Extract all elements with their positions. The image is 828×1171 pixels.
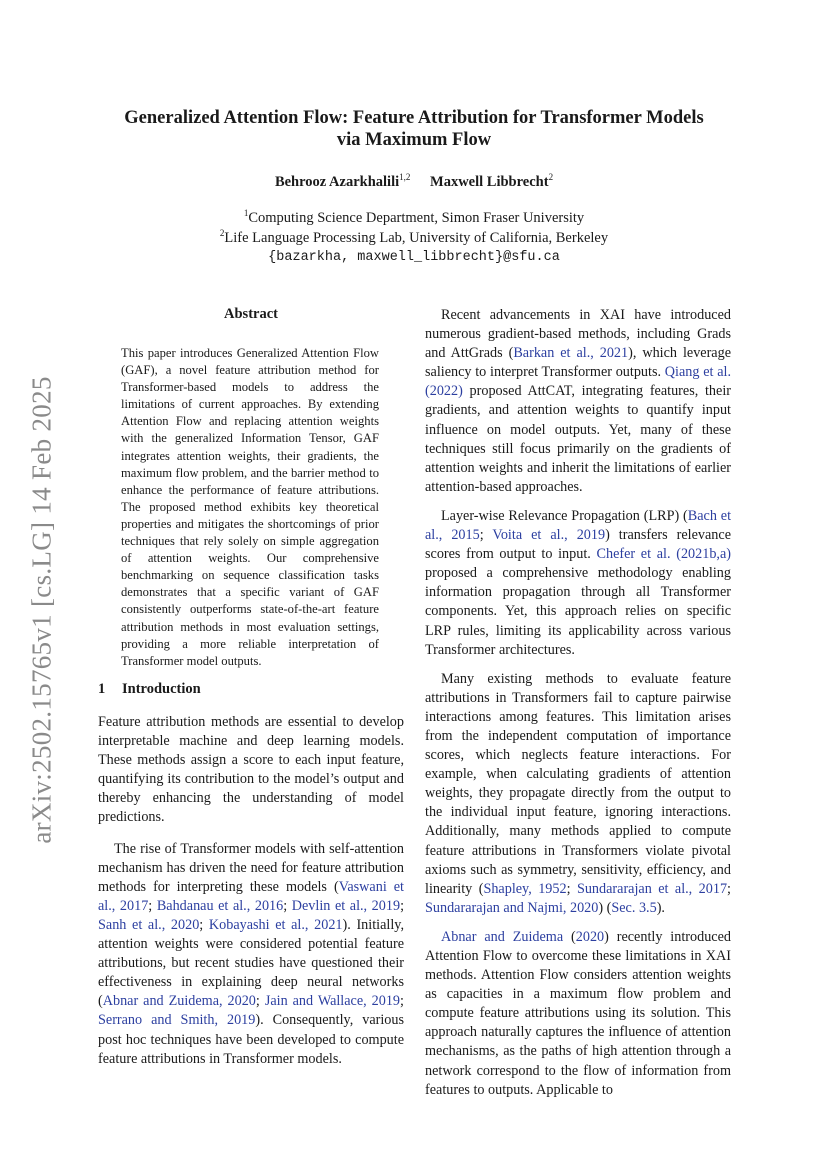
author-email: {bazarkha, maxwell_libbrecht}@sfu.ca (268, 250, 560, 265)
right-paragraph-1: Recent advancements in XAI have introduced numerous gradient-based methods, including Grads and AttGrads (Barkan et al., 2021), which leverage saliency to interpret Transformer outputs. Qiang et al. (2022) proposed AttCAT, integrating features, their gradients, and attention weights to quantify input influence on model outputs. Yet, many of these techniques still focus primarily on the gradients of attention weights and inherit the limitations of earlier attention-based approaches. (425, 307, 731, 495)
citation-link[interactable]: Bach et al., 2015 (425, 507, 732, 544)
section-heading (98, 681, 404, 698)
author-1-name: Behrooz Azarkhalili (274, 174, 400, 190)
right-column-body (425, 306, 731, 1100)
affiliation-2-mark: 2 (219, 228, 225, 239)
author-list (60, 174, 768, 191)
citation-link[interactable]: Chefer et al. (2021b,a) (596, 546, 731, 563)
citation-link[interactable]: 2020 (575, 928, 605, 945)
section-reference-link[interactable]: Sec. 3.5 (611, 899, 657, 916)
right-paragraph-2: Layer-wise Relevance Propagation (LRP) (Bach et al., 2015; Voita et al., 2019) transfers relevance scores from output to input. Chefer et al. (2021b,a) proposed a comprehensive methodology enabling information propagation through all Transformer components. Yet, this approach relies on specific LRP rules, limiting its applicability across various Transformer architectures. (425, 507, 732, 658)
affiliation-1-text: Computing Science Department, Simon Fraser University (248, 210, 585, 226)
section-number: 1 (98, 681, 106, 697)
author-1-affil-mark: 1,2 (399, 172, 411, 183)
right-paragraph-4: Abnar and Zuidema (2020) recently introduced Attention Flow to overcome these limitations in XAI methods. Attention Flow considers attention weights as capacities in a maximum flow problem and compute feature attributions using its solution. This approach naturally captures the influence of attention mechanisms, as the paths of high attention through a network correspond to the flow of information from features to outputs. Applicable to (425, 928, 731, 1098)
citation-link[interactable]: Abnar and Zuidema (441, 928, 564, 945)
citation-link[interactable]: Sundararajan et al., 2017 (576, 880, 728, 897)
intro-paragraph-2: The rise of Transformer models with self-attention mechanism has driven the need for feature attribution methods for interpreting these models (Vaswani et al., 2017; Bahdanau et al., 2016; Devlin et al., 2019; Sanh et al., 2020; Kobayashi et al., 2021). Initially, attention weights were considered potential feature attributions, but recent studies have questioned their effectiveness in explaining deep neural networks (Abnar and Zuidema, 2020; Jain and Wallace, 2019; Serrano and Smith, 2019). Consequently, various post hoc techniques have been developed to compute feature attributions in Transformer models. (98, 840, 405, 1067)
author-2-name: Maxwell Libbrecht (430, 174, 549, 190)
citation-link[interactable]: Shapley, 1952 (483, 880, 567, 897)
citation-link[interactable]: Sundararajan and Najmi, 2020 (425, 899, 599, 916)
citation-link[interactable]: Sanh et al., 2020 (98, 916, 200, 933)
abstract-heading: Abstract (224, 306, 278, 322)
affiliations (60, 208, 768, 268)
citation-link[interactable]: Voita et al., 2019 (492, 527, 606, 544)
title-line-2: via Maximum Flow (336, 130, 492, 150)
intro-paragraph-1: Feature attribution methods are essential to develop interpretable machine and deep learning models. These methods assign a score to each input feature, quantifying its contribution to the model’s output and thereby enhancing the understanding of model predictions. (98, 714, 404, 826)
section-title: Introduction (122, 681, 201, 697)
citation-link[interactable]: Vaswani et al., 2017 (98, 878, 404, 914)
abstract-text: This paper introduces Generalized Attention Flow (GAF), a novel feature attribution method for Transformer-based models to address the limitations of current approaches. By extending Attention Flow and replacing attention weights with the generalized Information Tensor, GAF integrates attention weights, their gradients, the maximum flow problem, and the barrier method to enhance the performance of feature attributions. The proposed method exhibits key theoretical properties and mitigates the shortcomings of prior techniques that rely solely on simple aggregation of attention weights. Our comprehensive benchmarking on sequence classification tasks demonstrates that a specific variant of GAF consistently outperforms state-of-the-art feature attribution methods in most evaluation settings, providing a more reliable interpretation of Transformer model outputs. (121, 346, 379, 668)
arxiv-identifier: arXiv:2502.15765v1 [cs.LG] 14 Feb 2025 (26, 376, 57, 844)
affiliation-1 (60, 208, 768, 228)
citation-link[interactable]: Bahdanau et al., 2016 (156, 897, 284, 914)
author-2-affil-mark: 2 (548, 172, 554, 183)
citation-link[interactable]: Devlin et al., 2019 (291, 897, 401, 914)
citation-link[interactable]: Abnar and Zuidema, 2020 (102, 993, 256, 1010)
citation-link[interactable]: Serrano and Smith, 2019 (98, 1012, 256, 1029)
right-paragraph-3: Many existing methods to evaluate feature attributions in Transformers fail to capture pairwise interactions among features. This limitation arises from the independent computation of importance scores, which neglects feature interactions. For example, when calculating gradients of attention weights, they propagate directly from the output to the individual input feature, ignoring interactions. Additionally, many methods applied to compute feature attributions in Transformers violate pivotal axioms such as symmetry, sensitivity, efficiency, and linearity (Shapley, 1952; Sundararajan et al., 2017; Sundararajan and Najmi, 2020) (Sec. 3.5). (425, 670, 731, 916)
affiliation-1-mark: 1 (243, 208, 249, 219)
title-line-1: Generalized Attention Flow: Feature Attribution for Transformer Models (124, 108, 704, 128)
citation-link[interactable]: Kobayashi et al., 2021 (208, 916, 343, 933)
citation-link[interactable]: Qiang et al. (2022) (425, 364, 731, 400)
author-1 (275, 174, 410, 190)
affiliation-2-text: Life Language Processing Lab, University of California, Berkeley (224, 230, 609, 246)
author-2 (430, 174, 553, 190)
left-column-body (98, 713, 404, 1069)
affiliation-2 (60, 228, 768, 248)
paper-title (60, 107, 768, 151)
citation-link[interactable]: Barkan et al., 2021 (513, 345, 629, 362)
citation-link[interactable]: Jain and Wallace, 2019 (264, 993, 401, 1010)
